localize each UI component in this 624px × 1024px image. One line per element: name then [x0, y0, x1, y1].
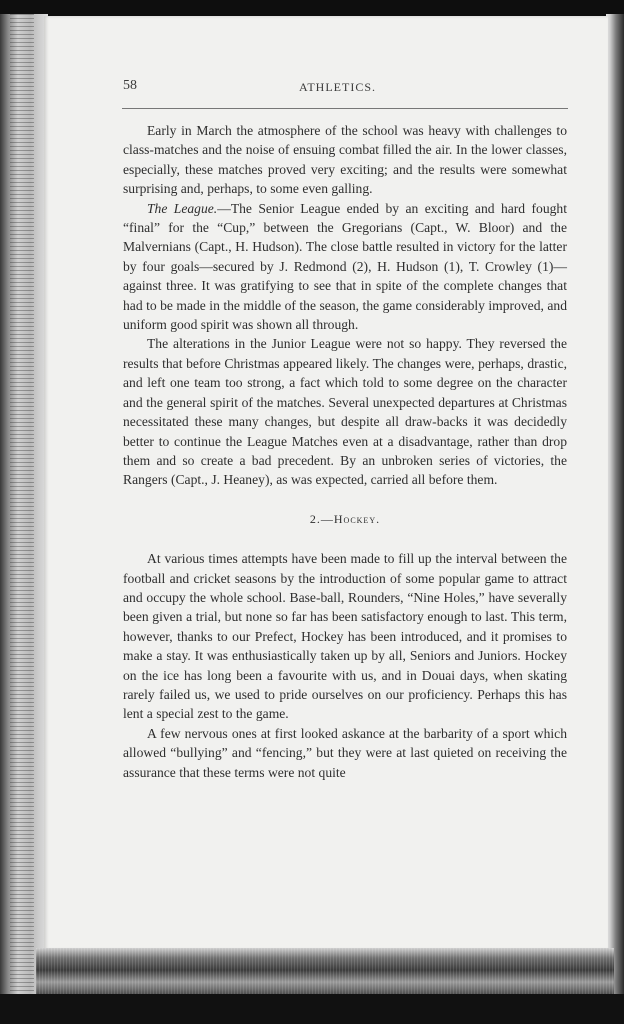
paragraph-junior-league: The alterations in the Junior League were not so happy. They reversed the results that before Christmas appeared likely. The changes were, perhaps, drastic, and left one team too strong, a fact which told to some degree on the character and the general spirit of the matches. Several unexpected departures at Christmas necessitated these many changes, but despite all draw-backs it was decidedly better to continue the League Matches even at a disadvantage, rather than drop them and so create a bad precedent. By an unbroken series of victories, the Rangers (Capt., J. Heaney), as was expected, carried all before them.	[123, 336, 567, 488]
header-rule	[122, 108, 568, 109]
book-edge-right	[606, 14, 624, 999]
paragraph-hockey-terms: A few nervous ones at first looked askance at the barbarity of a sport which allowed “bullying” and “fencing,” but they were at last quieted on receiving the assurance that these terms were not quite	[123, 725, 567, 780]
running-title: ATHLETICS.	[299, 80, 376, 94]
page-body-text	[123, 121, 567, 782]
book-gutter-left	[0, 14, 48, 999]
page-number: 58	[123, 78, 137, 93]
section-heading-hockey: 2.—Hockey.	[309, 511, 381, 526]
book-page-stack-bottom	[36, 948, 614, 1000]
paragraph-hockey-intro: At various times attempts have been made to fill up the interval between the football and cricket seasons by the introduction of some popular game to attract and occupy the whole school. Base-ball, Rounders, “Nine Holes,” have severally been given a trial, but none so far has been satisfactory enough to last. This term, however, thanks to our Prefect, Hockey has been introduced, and it promises to make a stay. It was enthusiastically taken up by all, Seniors and Juniors. Hockey on the ice has long been a favourite with us, and in Douai days, when skating rarely failed us, we used to pride ourselves on our proficiency. Perhaps this has lent a special zest to the game.	[123, 551, 567, 722]
scan-border-top	[0, 0, 624, 16]
league-text: —The Senior League ended by an exciting and hard fought “final” for the “Cup,” between the Gregorians (Capt., W. Bloor) and the Malvernians (Capt., H. Hudson). The close battle resulted in victory for the latter by four goals—secured by J. Redmond (2), H. Hudson (1), T. Crowley (1)—against three. It was gratifying to see that in spite of the complete changes that had to be made in the middle of the season, the game considerably improved, and uniform good spirit was shown all through.	[123, 200, 567, 333]
scan-border-bottom	[0, 994, 624, 1024]
paragraph-league	[123, 199, 567, 335]
league-subheading: The League.	[147, 200, 218, 216]
paragraph-class-matches: Early in March the atmosphere of the school was heavy with challenges to class-matches and the noise of ensuing combat filled the air. In the lower classes, especially, these matches proved very exciting; and the results were somewhat surprising and, perhaps, to some even galling.	[123, 123, 567, 197]
page-header	[123, 78, 567, 96]
